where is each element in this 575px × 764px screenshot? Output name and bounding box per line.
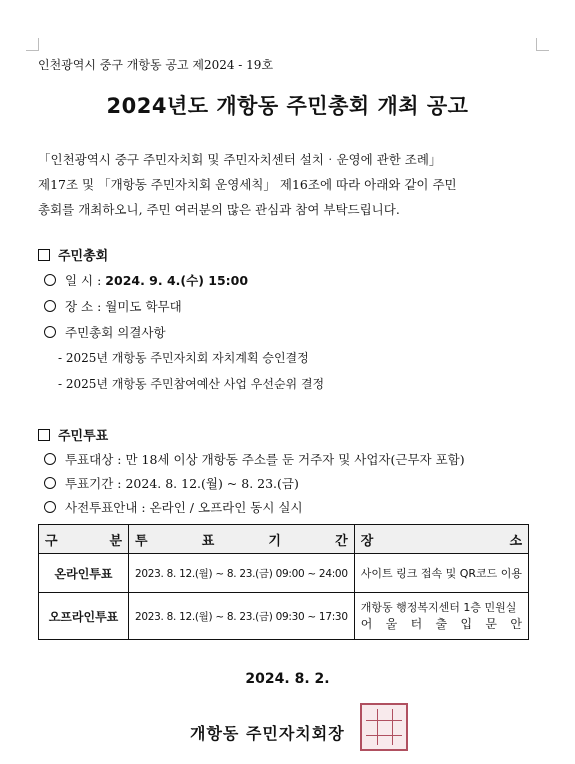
section-heading-vote bbox=[38, 425, 108, 444]
item-text: 투표기간 : 2024. 8. 12.(월) ~ 8. 23.(금) bbox=[65, 476, 299, 491]
voting-table bbox=[38, 524, 529, 640]
circle-bullet-icon bbox=[44, 300, 56, 312]
row-place-cell bbox=[354, 593, 528, 640]
agenda-item: - 2025년 개항동 주민자치회 자치계획 승인결정 bbox=[58, 351, 309, 365]
intro-paragraph bbox=[38, 147, 548, 222]
place-line-spaced bbox=[361, 616, 522, 632]
section-heading-assembly bbox=[38, 245, 108, 264]
header-char: 기 bbox=[268, 533, 281, 549]
header-char: 구 bbox=[45, 533, 58, 549]
header-char: 장 bbox=[360, 533, 374, 549]
place-char: 출 bbox=[435, 617, 448, 631]
place-char: 어 bbox=[360, 617, 373, 631]
header-char: 간 bbox=[335, 533, 348, 549]
agenda-item: - 2025년 개항동 주민참여예산 사업 우선순위 결정 bbox=[58, 377, 325, 391]
page-title: 2024년도 개항동 주민총회 개최 공고 bbox=[106, 94, 469, 118]
list-item-early-vote bbox=[44, 498, 303, 516]
agenda-label: 주민총회 의결사항 bbox=[65, 325, 166, 340]
table-header-row bbox=[39, 525, 529, 554]
intro-line: 「인천광역시 중구 주민자치회 및 주민자치센터 설치‧운영에 관한 조례」 bbox=[38, 152, 442, 167]
date-label: 일 시 : bbox=[65, 273, 106, 288]
place-char: 문 bbox=[485, 617, 497, 631]
header-char: 투 bbox=[135, 533, 148, 549]
intro-line: 제17조 및 「개항동 주민자치회 운영세칙」 제16조에 따라 아래와 같이 주민 bbox=[38, 177, 457, 192]
place-char: 울 bbox=[385, 617, 398, 631]
list-item-place bbox=[44, 297, 182, 315]
list-item-agenda bbox=[44, 323, 166, 341]
row-period-cell: 2023. 8. 12.(월) ~ 8. 23.(금) 09:30 ~ 17:30 bbox=[129, 593, 355, 640]
header-cell-place bbox=[354, 525, 528, 554]
item-text: 사전투표안내 : 온라인 / 오프라인 동시 실시 bbox=[65, 500, 303, 515]
circle-bullet-icon bbox=[44, 501, 56, 513]
place-char: 안 bbox=[510, 617, 522, 631]
header-cell-period bbox=[129, 525, 355, 554]
document-number: 인천광역시 중구 개항동 공고 제2024 - 19호 bbox=[38, 58, 274, 72]
list-item-period bbox=[44, 474, 299, 492]
header-char: 소 bbox=[509, 533, 522, 549]
intro-line: 총회를 개최하오니, 주민 여러분의 많은 관심과 참여 부탁드립니다. bbox=[38, 202, 400, 217]
header-char: 분 bbox=[109, 533, 123, 549]
corner-mark-right bbox=[536, 38, 549, 51]
row-period-cell: 2023. 8. 12.(월) ~ 8. 23.(금) 09:00 ~ 24:00 bbox=[129, 554, 355, 593]
circle-bullet-icon bbox=[44, 274, 56, 286]
place-char: 입 bbox=[460, 617, 473, 631]
list-item-date bbox=[44, 271, 248, 289]
official-seal-stamp bbox=[360, 703, 408, 751]
table-row bbox=[39, 554, 529, 593]
header-char: 표 bbox=[201, 533, 215, 549]
signature-line: 개항동 주민자치회장 bbox=[190, 724, 345, 743]
table-row bbox=[39, 593, 529, 640]
list-item-voters bbox=[44, 450, 465, 468]
date-value: 2024. 9. 4.(수) 15:00 bbox=[105, 273, 249, 288]
corner-mark-left bbox=[26, 38, 39, 51]
place-text: 장 소 : 월미도 학무대 bbox=[65, 299, 182, 314]
item-text: 투표대상 : 만 18세 이상 개항동 주소를 둔 거주자 및 사업자(근무자 포함) bbox=[65, 452, 465, 467]
row-type-cell: 오프라인투표 bbox=[39, 593, 129, 640]
section-heading-label: 주민총회 bbox=[58, 249, 109, 264]
circle-bullet-icon bbox=[44, 453, 56, 465]
header-cell-type bbox=[39, 525, 129, 554]
row-type-cell: 온라인투표 bbox=[39, 554, 129, 593]
circle-bullet-icon bbox=[44, 477, 56, 489]
announcement-date: 2024. 8. 2. bbox=[245, 671, 330, 687]
place-char: 터 bbox=[410, 617, 423, 631]
section-heading-label: 주민투표 bbox=[58, 429, 109, 444]
circle-bullet-icon bbox=[44, 326, 56, 338]
row-place-cell: 사이트 링크 접속 및 QR코드 이용 bbox=[354, 554, 528, 593]
place-line: 개항동 행정복지센터 1층 민원실 bbox=[360, 601, 517, 614]
square-bullet-icon bbox=[38, 249, 50, 261]
square-bullet-icon bbox=[38, 429, 50, 441]
